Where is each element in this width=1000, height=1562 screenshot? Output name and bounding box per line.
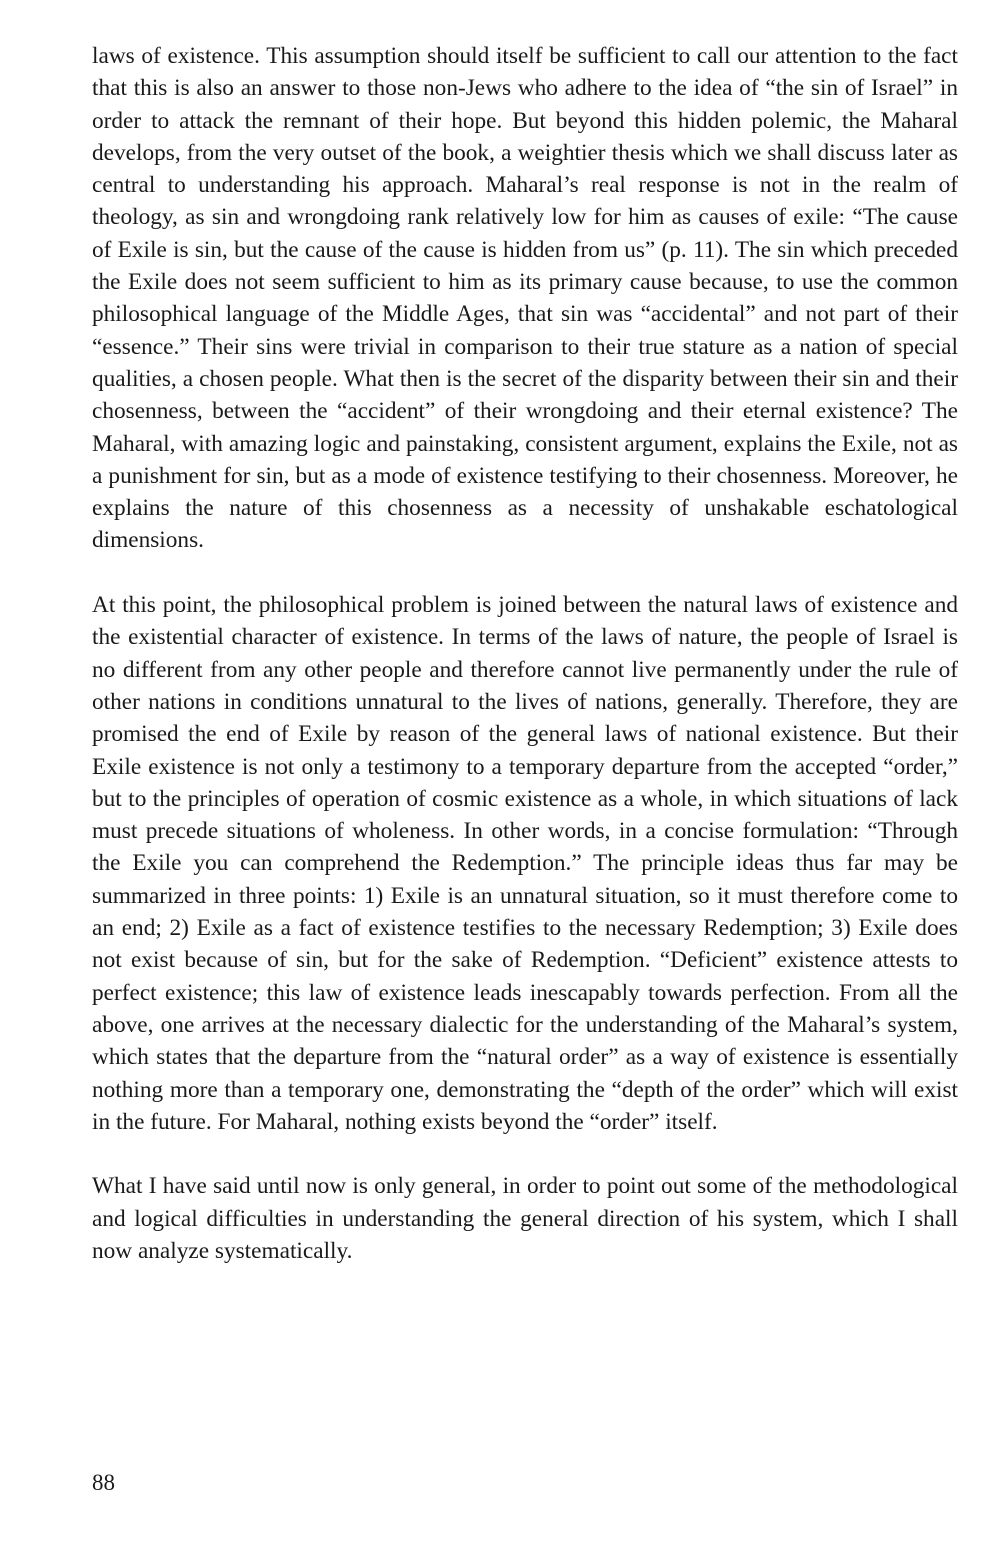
page-body [92, 40, 958, 1267]
paragraph-natural-order: At this point, the philosophical problem is joined between the natural laws of existence and the existential character of existence. In terms of the laws of nature, the people of Israel is no different from any other people and therefore cannot live permanently under the rule of other nations in conditions unnatural to the lives of nations, generally. Therefore, they are promised the end of Exile by reason of the general laws of national existence. But their Exile existence is not only a testimony to a temporary departure from the accepted “order,” but to the principles of operation of cosmic existence as a whole, in which situations of lack must precede situations of wholeness. In other words, in a concise formulation: “Through the Exile you can comprehend the Redemption.” The principle ideas thus far may be summarized in three points: 1) Exile is an unnatural situation, so it must therefore come to an end; 2) Exile as a fact of existence testifies to the necessary Redemption; 3) Exile does not exist because of sin, but for the sake of Redemption. “Deficient” existence attests to perfect existence; this law of existence leads inescapably towards perfection. From all the above, one arrives at the necessary dialectic for the understanding of the Maharal’s system, which states that the departure from the “natural order” as a way of existence is essentially nothing more than a temporary one, demonstrating the “depth of the order” which will exist in the future. For Maharal, nothing exists beyond the “order” itself. [92, 592, 958, 1135]
paragraph-exile-cause: laws of existence. This assumption should itself be sufficient to call our attention to the fact that this is also an answer to those non-Jews who adhere to the idea of “the sin of Israel” in order to attack the remnant of their hope. But beyond this hidden polemic, the Maharal develops, from the very outset of the book, a weightier thesis which we shall discuss later as central to understanding his approach. Maharal’s real response is not in the realm of theology, as sin and wrongdoing rank relatively low for him as causes of exile: “The cause of Exile is sin, but the cause of the cause is hidden from us” (p. 11). The sin which preceded the Exile does not seem sufficient to him as its primary cause because, to use the common philosophical language of the Middle Ages, that sin was “accidental” and not part of their “essence.” Their sins were trivial in comparison to their true stature as a nation of special qualities, a chosen people. What then is the secret of the disparity between their sin and their chosenness, between the “accident” of their wrongdoing and their eternal existence? The Maharal, with amazing logic and painstaking, consistent argument, explains the Exile, not as a punishment for sin, but as a mode of existence testifying to their chosenness. Moreover, he explains the nature of this chosenness as a necessity of unshakable eschatological dimensions. [92, 43, 958, 554]
page-number: 88 [92, 1470, 115, 1495]
paragraph-conclusion: What I have said until now is only general, in order to point out some of the methodological and logical difficulties in understanding the general direction of his system, which I shall now analyze systematically. [92, 1173, 958, 1264]
